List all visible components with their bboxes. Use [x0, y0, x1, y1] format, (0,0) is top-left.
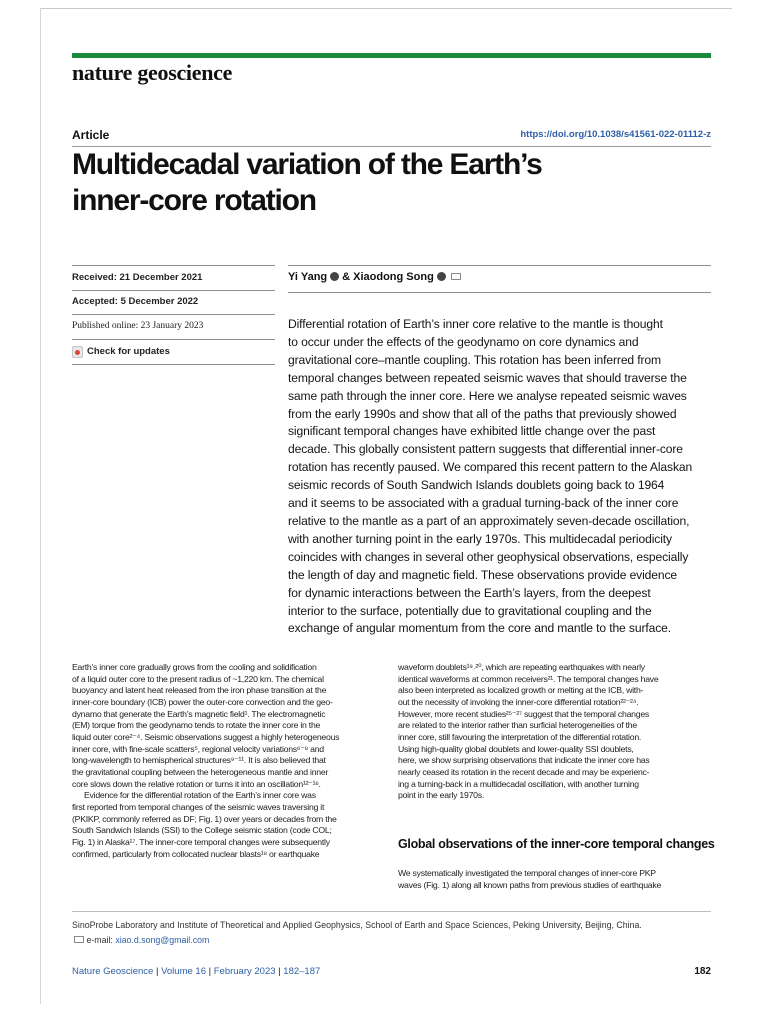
author-xiaodong-song[interactable]: & Xiaodong Song	[342, 271, 434, 283]
correspondence	[72, 935, 209, 945]
page-number: 182	[694, 966, 711, 977]
body-line: waveform doublets¹⁹˒²⁰, which are repeating earthquakes with nearly	[398, 662, 645, 672]
body-line: identical waveforms at common receivers²¹. The temporal changes have	[398, 673, 659, 684]
body-line: confirmed, particularly from collocated nuclear blasts¹⁸ or earthquake	[72, 848, 320, 859]
meta-rule-1	[72, 290, 275, 291]
section-heading: Global observations of the inner-core temporal changes	[398, 837, 715, 851]
page-left-border	[40, 8, 41, 1004]
article-title	[72, 147, 712, 219]
abstract-line: from the early 1990s and show that all of the paths that previously showed	[288, 406, 677, 421]
body-line: Evidence for the differential rotation of the Earth’s inner core was	[84, 790, 316, 801]
abstract-line: exchange of angular momentum from the core and mantle to the surface.	[288, 621, 671, 636]
abstract-line: temporal changes between repeated seismic waves that should traverse the	[288, 370, 687, 385]
abstract-line: and it seems to be associated with a gradual turning-back of the inner core	[288, 496, 679, 511]
meta-rule-3	[72, 339, 275, 340]
body-line: of a liquid outer core to the present radius of ~1,220 km. The chemical	[72, 673, 324, 684]
journal-name: nature geoscience	[72, 60, 233, 85]
abstract-line: decade. This globally consistent pattern suggests that differential inner-core	[288, 442, 683, 457]
check-for-updates-icon	[72, 346, 83, 358]
abstract-line: for dynamic interactions between the Earth’s layers, from the deepest	[288, 585, 651, 600]
abstract-line: seismic records of South Sandwich Islands doublets going back to 1964	[288, 478, 665, 493]
body-line: out the necessity of invoking the inner-core differential rotation²²⁻²⁴.	[398, 696, 639, 707]
body-line: inner-core boundary (ICB) power the outer-core convection and the geo-	[72, 696, 333, 707]
title-line-2: inner-core rotation	[72, 184, 316, 217]
meta-rule-top	[72, 265, 275, 266]
body-line: Fig. 1) in Alaska¹⁷. The inner-core temporal changes were subsequently	[72, 836, 330, 847]
page-top-border	[40, 8, 732, 9]
abstract-line: with another turning point in the early 1970s. This multidecadal periodicity	[288, 531, 672, 546]
body-line: (EM) torque from the geodynamo tends to rotate the inner core in the	[72, 720, 321, 731]
body-line: point in the early 1970s.	[398, 790, 484, 801]
abstract-line: significant temporal changes have exhibited little change over the past	[288, 424, 656, 439]
body-line: core slows down the relative rotation or turns it into an oscillation¹²⁻¹⁶.	[72, 778, 321, 789]
page-footer: Nature Geoscience | Volume 16 | February 2023 | 182–187	[72, 966, 321, 977]
abstract-line: coincides with changes in several other geophysical observations, especially	[288, 549, 689, 564]
email-address-link[interactable]: xiao.d.song@gmail.com	[115, 935, 210, 945]
body-line: also been interpreted as localized growth or melting at the ICB, with-	[398, 685, 644, 696]
body-line: We systematically investigated the temporal changes of inner-core PKP	[398, 868, 656, 878]
abstract	[288, 316, 716, 638]
body-line: the gravitational coupling between the heterogeneous mantle and inner	[72, 766, 329, 777]
body-line: here, we show surprising observations that indicate the inner core has	[398, 755, 650, 766]
body-line: liquid outer core²⁻⁴. Seismic observations suggest a highly heterogeneous	[72, 731, 340, 742]
author-list	[288, 271, 461, 283]
body-line: buoyancy and latent heat released from the iron phase transition at the	[72, 685, 327, 696]
abstract-line: Differential rotation of Earth’s inner core relative to the mantle is thought	[288, 317, 663, 331]
accepted-date: Accepted: 5 December 2022	[72, 296, 199, 307]
received-date: Received: 21 December 2021	[72, 272, 203, 283]
body-column-right	[398, 662, 711, 802]
published-date: Published online: 23 January 2023	[72, 321, 204, 331]
email-envelope-icon[interactable]	[451, 273, 461, 280]
body-column-left	[72, 662, 385, 860]
abstract-line: to occur under the effects of the geodynamo on core dynamics and	[288, 334, 639, 349]
body-line: inner core, with fine-scale scatters⁵, regional velocity variations⁶⁻⁸ and	[72, 743, 324, 754]
abstract-line: gravitational core–mantle coupling. This rotation has been inferred from	[288, 352, 661, 367]
body-column-right-continued	[398, 868, 711, 891]
body-line: South Sandwich Islands (SSI) to the College seismic station (code COL;	[72, 825, 332, 836]
footer-date: February 2023	[213, 966, 276, 977]
article-type-label: Article	[72, 128, 110, 142]
abstract-line: relative to the mantle as a part of an approximately seven-decade oscillation,	[288, 513, 690, 528]
meta-rule-4	[72, 364, 275, 365]
author-rule	[288, 292, 711, 293]
footer-volume: Volume 16	[161, 966, 206, 977]
body-line: inner core, still favouring the interpretation of the differential rotation.	[398, 731, 642, 742]
orcid-icon[interactable]	[330, 272, 339, 281]
abstract-line: same path through the inner core. Here we analyse repeated seismic waves	[288, 388, 687, 403]
body-line: dynamo that generate the Earth’s magnetic field¹. The electromagnetic	[72, 708, 326, 719]
abstract-line: rotation has recently paused. We compared this recent pattern to the Alaskan	[288, 460, 693, 475]
body-line: Using high-quality global doublets and lower-quality SSI doublets,	[398, 743, 634, 754]
author-yi-yang[interactable]: Yi Yang	[288, 271, 328, 283]
affiliation: SinoProbe Laboratory and Institute of Theoretical and Applied Geophysics, School of Earth and Space Sciences, Peking University, Beijing, China.	[72, 920, 642, 930]
body-line: long-wavelength to hemispherical structures⁹⁻¹¹. It is also believed that	[72, 755, 326, 766]
doi-link[interactable]: https://doi.org/10.1038/s41561-022-01112-z	[520, 129, 711, 140]
footer-pages: 182–187	[283, 966, 321, 977]
body-line: However, more recent studies²⁵⁻²⁷ suggest that the temporal changes	[398, 708, 649, 719]
orcid-icon[interactable]	[437, 272, 446, 281]
body-line: first reported from temporal changes of the seismic waves traversing it	[72, 801, 325, 812]
body-line: Earth’s inner core gradually grows from the cooling and solidification	[72, 662, 317, 672]
abstract-line: interior to the surface, potentially due to gravitational coupling and the	[288, 603, 652, 618]
meta-rule-2	[72, 314, 275, 315]
abstract-line: the length of day and magnetic field. These observations provide evidence	[288, 567, 678, 582]
footnote-rule	[72, 911, 711, 912]
body-line: waves (Fig. 1) along all known paths from previous studies of earthquake	[398, 879, 662, 890]
envelope-icon	[74, 936, 84, 943]
body-line: ing a turning-back in a multidecadal oscillation, with another turning	[398, 778, 639, 789]
title-line-1: Multidecadal variation of the Earth’s	[72, 148, 542, 181]
body-line: (PKIKP, commonly referred as DF; Fig. 1) over years or decades from the	[72, 813, 337, 824]
body-line: nearly ceased its rotation in the recent decade and may be experienc-	[398, 766, 650, 777]
footer-journal-link[interactable]: Nature Geoscience	[72, 966, 154, 977]
author-rule-top	[288, 265, 711, 266]
email-label: e-mail:	[86, 935, 113, 945]
check-for-updates-link[interactable]: Check for updates	[87, 346, 170, 357]
journal-accent-bar	[72, 53, 711, 58]
body-line: are related to the interior rather than surficial heterogeneities of the	[398, 720, 637, 731]
